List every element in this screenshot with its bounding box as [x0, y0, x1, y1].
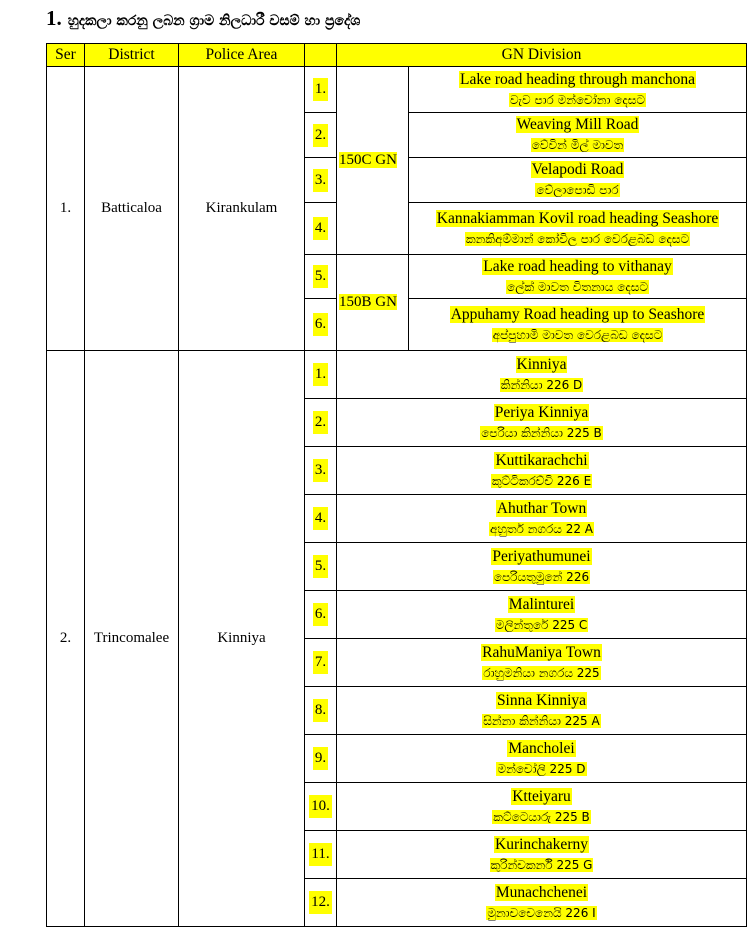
gn-division-sinhala-text: අහුතර් නගරය 22 A [490, 521, 593, 536]
district-cell: Trincomalee [85, 351, 179, 927]
row-number: 9. [313, 747, 328, 770]
gn-division-sinhala [337, 519, 746, 539]
row-number-cell [305, 735, 337, 783]
gn-division-cell [337, 543, 747, 591]
row-number: 1. [313, 78, 328, 101]
gn-division-cell [337, 591, 747, 639]
gn-division-sinhala [337, 807, 746, 827]
gn-division-english-text: Lake road heading through manchona [460, 70, 695, 88]
gn-division-cell [337, 879, 747, 927]
gn-division-sinhala-text: පෙරියා කින්නියා 225 B [481, 425, 602, 440]
row-number: 2. [313, 124, 328, 147]
gn-division-sinhala-text: සින්නා කින්නියා 225 A [483, 713, 600, 728]
row-number: 8. [313, 699, 328, 722]
gn-division-english [409, 160, 746, 180]
gn-division-sinhala [409, 229, 746, 249]
gn-division-sinhala-text: ලේක් මාවත විතනාය දෙසට [507, 279, 648, 294]
gn-block-label-cell [337, 255, 409, 351]
gn-division-cell [409, 299, 747, 351]
gn-division-sinhala [337, 471, 746, 491]
gn-division-sinhala-text: කින්නියා 226 D [500, 377, 583, 392]
gn-division-sinhala [337, 759, 746, 779]
row-number-cell [305, 543, 337, 591]
row-number-cell [305, 639, 337, 687]
district-cell: Batticaloa [85, 67, 179, 351]
gn-block-label: 150B GN [339, 294, 397, 310]
row-number-cell [305, 447, 337, 495]
row-number-cell [305, 399, 337, 447]
gn-division-sinhala-text: වේලාපොඩි පාර [536, 183, 619, 197]
gn-division-english [337, 835, 746, 855]
row-number: 7. [313, 651, 328, 674]
table-header-row [47, 44, 747, 67]
gn-division-cell [337, 783, 747, 831]
row-number-cell [305, 591, 337, 639]
header-ser: Ser [47, 44, 85, 67]
row-number: 1. [313, 363, 328, 386]
gn-division-english-text: Sinna Kinniya [496, 691, 587, 709]
gn-division-sinhala-text: මලින්තුරේ 225 C [495, 617, 588, 632]
gn-division-english-text: Weaving Mill Road [516, 116, 639, 133]
row-number-cell [305, 687, 337, 735]
gn-division-cell [409, 67, 747, 113]
gn-division-cell [337, 639, 747, 687]
gn-division-cell [409, 255, 747, 299]
row-number-cell [305, 255, 337, 299]
row-number: 5. [313, 555, 328, 578]
gn-division-cell [337, 735, 747, 783]
row-number: 4. [313, 507, 328, 530]
gn-division-sinhala [337, 615, 746, 635]
gn-division-english [337, 787, 746, 807]
gn-division-sinhala-text: මන්චෝලි 225 D [497, 761, 586, 776]
gn-division-english [409, 305, 746, 325]
ser-cell: 2. [47, 351, 85, 927]
header-district: District [85, 44, 179, 67]
gn-division-sinhala-text: පෙරියතුමුනේ 226 [493, 569, 590, 584]
row-number: 10. [309, 795, 332, 818]
gn-division-english [337, 643, 746, 663]
gn-division-cell [409, 113, 747, 158]
police-area-cell: Kinniya [179, 351, 305, 927]
row-number-cell [305, 299, 337, 351]
table-body [47, 67, 747, 927]
ser-cell: 1. [47, 67, 85, 351]
gn-division-english [409, 115, 746, 135]
gn-division-sinhala-text: වේවින් මිල් මාවත [531, 138, 624, 152]
gn-division-cell [337, 831, 747, 879]
row-number-cell [305, 783, 337, 831]
gn-division-sinhala [337, 663, 746, 683]
gn-division-english [337, 691, 746, 711]
gn-division-cell [337, 495, 747, 543]
gn-division-english [337, 403, 746, 423]
gn-division-sinhala-text: කට්ටෙයාරු 225 B [493, 809, 590, 824]
gn-division-sinhala [337, 855, 746, 875]
gn-division-sinhala [409, 325, 746, 345]
row-number-cell [305, 158, 337, 203]
gn-division-english [337, 451, 746, 471]
gn-division-english [337, 739, 746, 759]
gn-division-english-text: Kuttikarachchi [495, 451, 588, 469]
heading-number: 1. [46, 6, 62, 30]
gn-division-cell [409, 203, 747, 255]
gn-division-english-text: Mancholei [508, 739, 575, 757]
header-gn-division: GN Division [337, 44, 747, 67]
gn-division-english [337, 547, 746, 567]
gn-division-english [337, 883, 746, 903]
gn-division-cell [409, 158, 747, 203]
gn-division-sinhala [409, 135, 746, 155]
gn-division-english [337, 595, 746, 615]
row-number-cell [305, 879, 337, 927]
row-number: 3. [313, 459, 328, 482]
gn-division-cell [337, 687, 747, 735]
gn-division-sinhala-text: කනකිඅම්මාන් කෝවිල පාර වෙරළබඩ දෙසට [465, 231, 690, 246]
header-number [305, 44, 337, 67]
row-number-cell [305, 67, 337, 113]
row-number-cell [305, 351, 337, 399]
gn-division-cell [337, 399, 747, 447]
row-number-cell [305, 495, 337, 543]
gn-division-sinhala [409, 277, 746, 297]
gn-division-english-text: Kurinchakerny [495, 835, 588, 853]
gn-division-sinhala [337, 423, 746, 443]
row-number: 5. [313, 265, 328, 288]
gn-block-label-cell [337, 67, 409, 255]
gn-division-sinhala-text: මුනාචචෙනෙයි 226 I [487, 905, 596, 920]
gn-division-sinhala [337, 711, 746, 731]
gn-division-english-text: Lake road heading to vithanay [483, 257, 672, 275]
row-number: 6. [313, 313, 328, 336]
heading-text: හුදකලා කරනු ලබන ග්‍රාම නිලධාරී වසම් හා ප්‍රදේශ [67, 13, 361, 29]
row-number: 2. [313, 411, 328, 434]
page-heading [46, 6, 360, 31]
gn-division-english-text: Malinturei [508, 595, 575, 613]
gn-division-english [337, 355, 746, 375]
row-number: 6. [313, 603, 328, 626]
gn-division-table [46, 43, 747, 927]
row-number: 4. [313, 217, 328, 240]
gn-division-english-text: Periya Kinniya [494, 403, 589, 421]
gn-division-english-text: Kinniya [516, 355, 567, 373]
row-number: 12. [309, 891, 332, 914]
gn-division-sinhala-text: වැව පාර මන්චෝනා දෙසට [510, 92, 645, 107]
gn-division-english [409, 257, 746, 277]
gn-division-english-text: Periyathumunei [492, 547, 591, 565]
police-area-cell: Kirankulam [179, 67, 305, 351]
gn-division-english-text: Ktteiyaru [512, 787, 571, 805]
table-row [47, 67, 747, 113]
row-number: 3. [313, 169, 328, 192]
gn-division-sinhala-text: කුරින්චකර්නි 225 G [490, 857, 593, 872]
gn-division-sinhala [409, 90, 746, 110]
gn-division-sinhala [337, 903, 746, 923]
gn-division-sinhala-text: රාහුමනියා නගරය 225 [483, 665, 600, 680]
gn-division-cell [337, 447, 747, 495]
gn-division-english [409, 209, 746, 229]
gn-division-sinhala [409, 180, 746, 200]
row-number: 11. [309, 843, 331, 866]
gn-division-english-text: Velapodi Road [531, 161, 624, 178]
gn-division-english-text: RahuManiya Town [482, 643, 601, 661]
gn-block-label: 150C GN [339, 152, 397, 168]
gn-division-sinhala-text: අප්පුහාමි මාවත වෙරළබඩ දෙසට [492, 327, 663, 342]
gn-division-english-text: Ahuthar Town [496, 499, 587, 517]
header-police-area: Police Area [179, 44, 305, 67]
gn-division-sinhala-text: කුට්ටිකරච්චි 226 E [491, 473, 592, 488]
gn-division-english [409, 70, 746, 90]
gn-division-sinhala [337, 567, 746, 587]
row-number-cell [305, 831, 337, 879]
table-row [47, 351, 747, 399]
gn-division-sinhala [337, 375, 746, 395]
row-number-cell [305, 203, 337, 255]
gn-division-english-text: Kannakiamman Kovil road heading Seashore [436, 209, 719, 227]
gn-division-english-text: Munachchenei [495, 883, 588, 901]
row-number-cell [305, 113, 337, 158]
gn-division-english [337, 499, 746, 519]
gn-division-english-text: Appuhamy Road heading up to Seashore [450, 305, 705, 323]
gn-division-cell [337, 351, 747, 399]
